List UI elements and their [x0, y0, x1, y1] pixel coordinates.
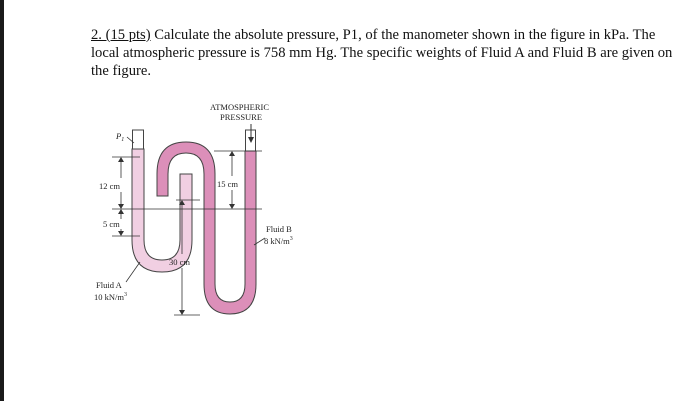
fluid-a-weight: 10 $kN/m^3$: [94, 292, 127, 302]
dim-5cm-arrow-up: [118, 209, 124, 214]
fluid-b-tube: [157, 142, 256, 314]
dim-30cm-label: 30 cm: [169, 257, 191, 267]
question-number: 2. (15 pts): [91, 27, 151, 43]
p1-tube-top: [133, 130, 144, 149]
atmospheric-label-line1: ATMOSPHERIC: [210, 102, 270, 112]
dim-5cm-arrow-down: [118, 231, 124, 236]
fluid-a-leader: [126, 262, 140, 282]
dim-12cm-arrow-down: [118, 204, 124, 209]
question-body: Calculate the absolute pressure, P1, of the manometer shown in the figure in kPa. The local atmospheric pressure is 758 mm Hg. The specific weights of Fluid A and Fluid B are given on the figure.: [91, 27, 673, 79]
dim-15cm-arrow-down: [229, 204, 235, 209]
dim-12cm-label: 12 cm: [99, 181, 121, 191]
fluid-b-weight: 8 $kN/m^3$: [264, 236, 293, 246]
dim-12cm-arrow-up: [118, 157, 124, 162]
atmospheric-label-line2: PRESSURE: [220, 112, 263, 122]
dim-30cm-arrow-down: [179, 310, 185, 315]
dim-5cm-label: 5 cm: [103, 219, 120, 229]
dim-15cm-arrow-up: [229, 151, 235, 156]
p1-label: $P_1$: [116, 131, 125, 143]
fluid-a-name: Fluid A: [96, 280, 122, 290]
fluid-b-name: Fluid B: [266, 224, 292, 234]
dim-15cm-label: 15 cm: [217, 179, 239, 189]
